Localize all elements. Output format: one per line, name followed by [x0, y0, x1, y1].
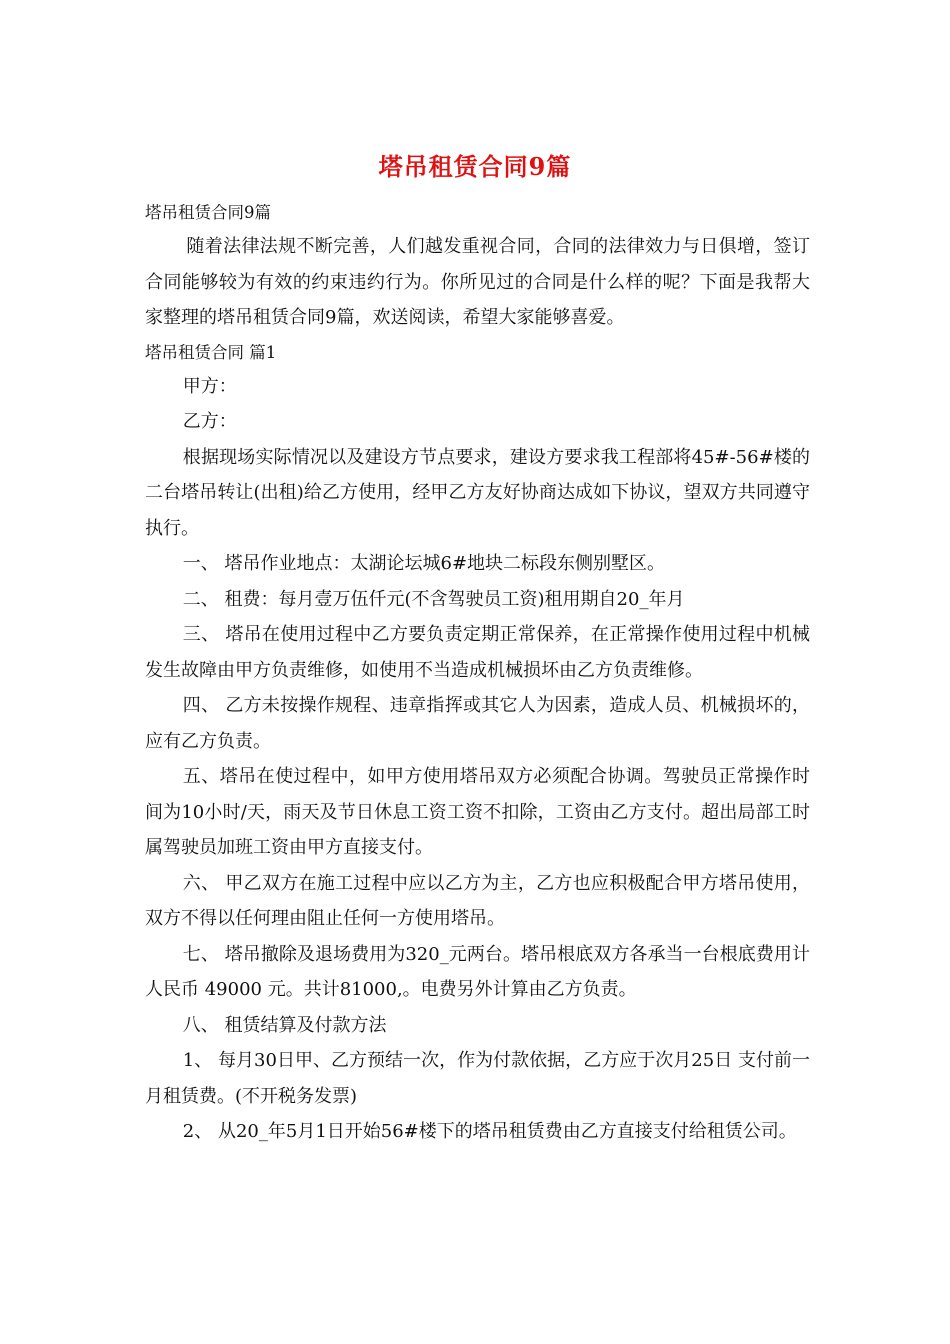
clause-4: 四、 乙方未按操作规程、违章指挥或其它人为因素，造成人员、机械损坏的，应有乙方负责。 — [145, 695, 810, 752]
party-a-line: 甲方： — [182, 375, 237, 397]
document-subtitle: 塔吊租赁合同9篇 — [145, 203, 271, 222]
preamble-paragraph: 根据现场实际情况以及建设方节点要求，建设方要求我工程部将45#-56#楼的二台塔吊转让(出租)给乙方使用，经甲乙方友好协商达成如下协议，望双方共同遵守执行。 — [145, 446, 810, 539]
document-title: 塔吊租赁合同9篇 — [378, 152, 572, 181]
intro-paragraph: 随着法律法规不断完善，人们越发重视合同，合同的法律效力与日俱增，签订合同能够较为有效的约束违约行为。你所见过的合同是什么样的呢？下面是我帮大家整理的塔吊租赁合同9篇，欢送阅读，希望大家能够喜爱。 — [145, 236, 810, 328]
section-heading: 塔吊租赁合同 篇1 — [145, 342, 277, 362]
clause-7: 七、 塔吊撤除及退场费用为320_元两台。塔吊根底双方各承当一台根底费用计人民币 49000 元。共计81000,。电费另外计算由乙方负责。 — [145, 943, 810, 1000]
clause-8-item-1: 1、 每月30日甲、乙方预结一次，作为付款依据，乙方应于次月25日 支付前一月租赁费。(不开税务发票) — [145, 1050, 810, 1107]
party-b-line: 乙方： — [182, 411, 237, 432]
document-body — [145, 196, 810, 1150]
clause-3: 三、 塔吊在使用过程中乙方要负责定期正常保养，在正常操作使用过程中机械发生故障由甲方负责维修，如使用不当造成机械损坏由乙方负责维修。 — [145, 624, 810, 681]
clause-1: 一、 塔吊作业地点：太湖论坛城6#地块二标段东侧别墅区。 — [182, 553, 666, 574]
clause-8: 八、 租赁结算及付款方法 — [182, 1014, 387, 1036]
clause-5: 五、塔吊在使过程中，如甲方使用塔吊双方必须配合协调。驾驶员正常操作时间为10小时/天，雨天及节日休息工资工资不扣除，工资由乙方支付。超出局部工时属驾驶员加班工资由甲方直接支付。 — [145, 766, 810, 858]
clause-8-item-2: 2、 从20_年5月1日开始56#楼下的塔吊租赁费由乙方直接支付给租赁公司。 — [182, 1121, 797, 1142]
clause-2: 二、 租费：每月壹万伍仟元(不含驾驶员工资)租用期自20_年月 — [182, 588, 685, 610]
clause-6: 六、 甲乙双方在施工过程中应以乙方为主，乙方也应积极配合甲方塔吊使用，双方不得以任何理由阻止任何一方使用塔吊。 — [145, 872, 810, 929]
